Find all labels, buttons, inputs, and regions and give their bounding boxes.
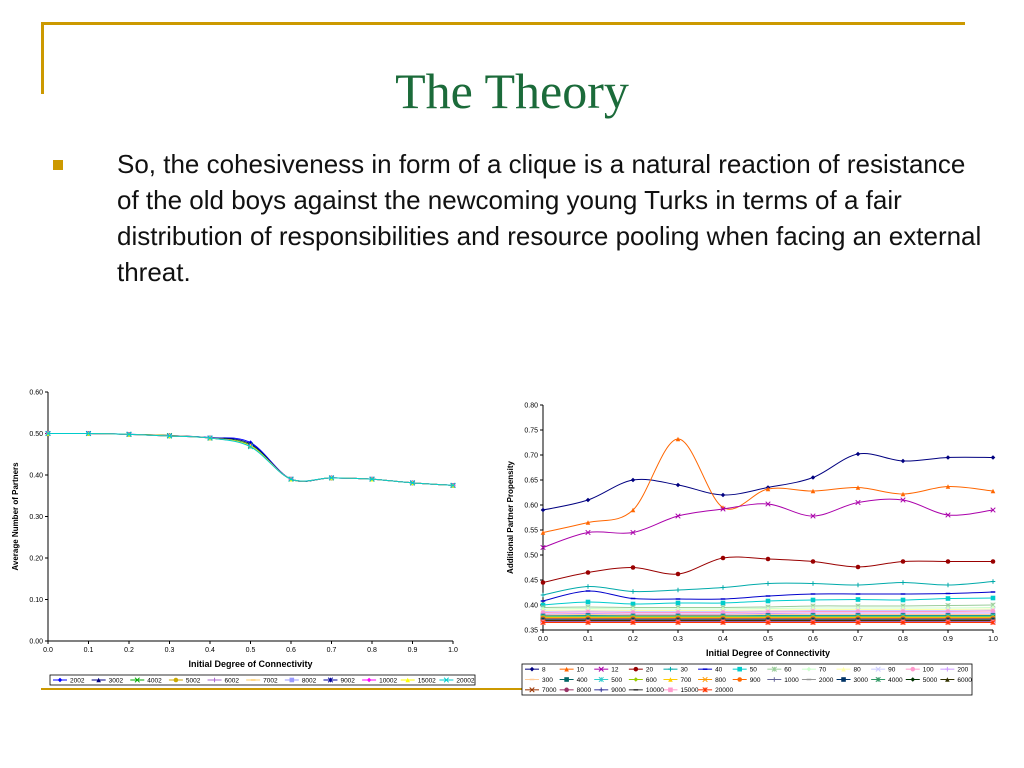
legend-label: 4002: [147, 677, 162, 685]
legend-label: 4000: [888, 676, 903, 684]
series-20002: [46, 431, 456, 487]
legend-label: 20000: [715, 687, 734, 695]
y-axis-title: Average Number of Partners: [11, 462, 20, 571]
series-9002: [46, 431, 456, 487]
series-20: [541, 556, 996, 585]
data-point: [991, 596, 996, 601]
legend-label: 90: [888, 666, 896, 674]
legend-label: 20002: [456, 677, 475, 685]
legend-label: 6000: [957, 676, 972, 684]
data-point: [991, 579, 996, 584]
data-point: [901, 559, 906, 564]
legend-label: 50: [749, 666, 757, 674]
legend-label: 3000: [853, 676, 869, 684]
legend-marker: [634, 667, 639, 672]
x-tick-label: 0.7: [326, 647, 337, 654]
series-15002: [46, 431, 456, 487]
legend-label: 2000: [818, 676, 834, 684]
x-tick-label: 0.7: [853, 636, 863, 643]
legend-label: 700: [680, 676, 692, 684]
y-tick-label: 0.30: [29, 514, 43, 521]
data-point: [991, 455, 996, 460]
legend-label: 400: [576, 676, 588, 684]
legend: [50, 675, 475, 685]
data-point: [676, 588, 681, 593]
y-tick-label: 0.45: [524, 577, 538, 585]
data-point: [946, 455, 951, 460]
data-point: [721, 585, 726, 590]
legend-label: 8002: [301, 677, 317, 685]
x-tick-label: 0.4: [718, 636, 728, 643]
series-3002: [46, 431, 456, 487]
legend-label: 6002: [224, 677, 240, 685]
x-tick-label: 0.5: [245, 647, 256, 654]
legend-marker: [290, 678, 295, 683]
legend-marker: [737, 667, 742, 672]
series-8: [541, 452, 996, 513]
data-point: [631, 589, 636, 594]
data-point: [541, 508, 546, 513]
data-point: [856, 597, 861, 602]
data-point: [631, 565, 636, 570]
x-tick-label: 1.0: [448, 647, 458, 654]
x-tick-label: 0.3: [673, 636, 683, 643]
series-4002: [46, 431, 456, 487]
x-tick-label: 0.8: [898, 636, 908, 643]
data-point: [856, 565, 861, 570]
y-tick-label: 0.20: [29, 555, 43, 563]
legend-label: 5000: [922, 676, 938, 684]
x-tick-label: 0.1: [583, 636, 593, 643]
data-point: [721, 601, 726, 606]
series-5002: [46, 431, 456, 487]
data-point: [541, 593, 546, 598]
chart-1: [11, 390, 475, 686]
chart-2: [506, 403, 998, 696]
x-tick-label: 0.0: [43, 647, 53, 654]
x-tick-label: 0.3: [164, 647, 175, 654]
legend-label: 7000: [542, 687, 557, 695]
legend-label: 9000: [611, 687, 626, 695]
legend-label: 8: [542, 666, 546, 674]
data-point: [676, 601, 681, 606]
data-point: [901, 459, 906, 464]
x-tick-label: 0.9: [943, 636, 953, 643]
data-point: [811, 559, 816, 564]
x-tick-label: 0.2: [124, 647, 134, 654]
legend-label: 9002: [340, 677, 355, 685]
x-tick-label: 0.2: [628, 636, 638, 643]
bullet-text: So, the cohesiveness in form of a clique is a natural reaction of resistance of the old boys against the newcoming young Turks in terms of a fair distribution of responsibilities and resource pooling when facing an external threat.: [117, 149, 982, 287]
legend-label: 300: [542, 676, 553, 684]
legend-label: 20: [645, 666, 654, 674]
legend-marker: [910, 667, 915, 672]
data-point: [586, 498, 591, 503]
y-tick-label: 0.65: [524, 477, 538, 485]
legend-label: 70: [818, 666, 827, 674]
data-point: [586, 570, 591, 575]
x-tick-label: 0.6: [286, 647, 296, 654]
legend-label: 60: [784, 666, 792, 674]
legend-label: 900: [749, 676, 761, 684]
legend-label: 7002: [263, 677, 278, 685]
y-tick-label: 0.70: [524, 452, 538, 460]
y-tick-label: 0.55: [524, 527, 538, 535]
x-axis-title: Initial Degree of Connectivity: [188, 659, 313, 669]
series-6002: [46, 431, 456, 487]
x-tick-label: 0.1: [83, 647, 94, 654]
legend-label: 15002: [417, 677, 436, 685]
legend-label: 500: [611, 676, 623, 684]
y-tick-label: 0.40: [524, 602, 538, 610]
data-point: [631, 478, 636, 483]
legend-label: 80: [853, 666, 861, 674]
data-point: [811, 598, 816, 603]
x-tick-label: 0.0: [538, 636, 548, 643]
data-point: [901, 598, 906, 603]
data-point: [766, 581, 771, 586]
data-point: [766, 599, 771, 604]
legend-label: 600: [645, 676, 657, 684]
x-tick-label: 1.0: [988, 636, 998, 643]
data-point: [946, 596, 951, 601]
legend: [522, 664, 972, 695]
legend-label: 2002: [70, 677, 85, 685]
legend-label: 40: [715, 666, 723, 674]
legend-label: 3002: [108, 677, 124, 685]
series-line-12: [543, 499, 993, 547]
legend-marker: [174, 678, 179, 683]
x-tick-label: 0.5: [763, 636, 773, 643]
data-point: [856, 583, 861, 588]
data-point: [541, 580, 546, 585]
y-tick-label: 0.60: [524, 502, 538, 510]
y-tick-label: 0.10: [29, 597, 43, 604]
data-point: [856, 452, 861, 457]
data-point: [721, 556, 726, 561]
legend-label: 1000: [784, 676, 799, 684]
x-tick-label: 0.8: [367, 647, 377, 654]
legend-label: 10000: [645, 687, 664, 695]
series-30: [541, 579, 996, 597]
y-tick-label: 0.80: [524, 402, 538, 410]
data-point: [586, 584, 591, 589]
series-line-8: [543, 453, 993, 510]
legend-marker: [564, 677, 569, 682]
x-axis-title: Initial Degree of Connectivity: [705, 648, 831, 658]
data-point: [766, 557, 771, 562]
data-point: [811, 581, 816, 586]
data-point: [676, 572, 681, 577]
y-tick-label: 0.60: [29, 389, 43, 397]
x-tick-label: 0.6: [808, 636, 818, 643]
y-tick-label: 0.35: [524, 627, 538, 635]
y-axis-title: Additional Partner Propensity: [506, 461, 515, 574]
x-tick-label: 0.4: [205, 647, 215, 654]
y-tick-label: 0.40: [29, 472, 43, 480]
slide-title: The Theory: [395, 63, 629, 119]
y-tick-label: 0.50: [524, 552, 538, 560]
data-point: [721, 493, 726, 498]
series-12: [541, 498, 996, 550]
legend-label: 10: [576, 666, 584, 674]
data-point: [586, 600, 591, 605]
data-point: [811, 475, 816, 480]
data-point: [946, 559, 951, 564]
data-point: [901, 580, 906, 585]
data-point: [676, 483, 681, 488]
series-10002: [46, 431, 456, 487]
legend-label: 15000: [680, 687, 699, 695]
y-tick-label: 0.50: [29, 431, 43, 438]
legend-label: 800: [715, 676, 726, 684]
legend-marker: [564, 688, 569, 693]
x-tick-label: 0.9: [407, 647, 418, 654]
data-point: [946, 583, 951, 588]
legend-label: 10002: [379, 677, 398, 685]
legend-marker: [737, 677, 742, 682]
legend-label: 12: [611, 666, 619, 674]
legend-label: 30: [680, 666, 688, 674]
y-tick-label: 0.00: [29, 638, 43, 646]
legend-marker: [668, 688, 673, 693]
y-tick-label: 0.75: [524, 427, 538, 435]
legend-label: 100: [922, 666, 934, 674]
legend-label: 5002: [185, 677, 201, 685]
data-point: [991, 559, 996, 564]
legend-marker: [841, 677, 846, 682]
legend-label: 200: [957, 666, 969, 674]
legend-label: 8000: [576, 687, 592, 695]
series-2002: [46, 431, 456, 487]
series-8002: [46, 431, 456, 487]
